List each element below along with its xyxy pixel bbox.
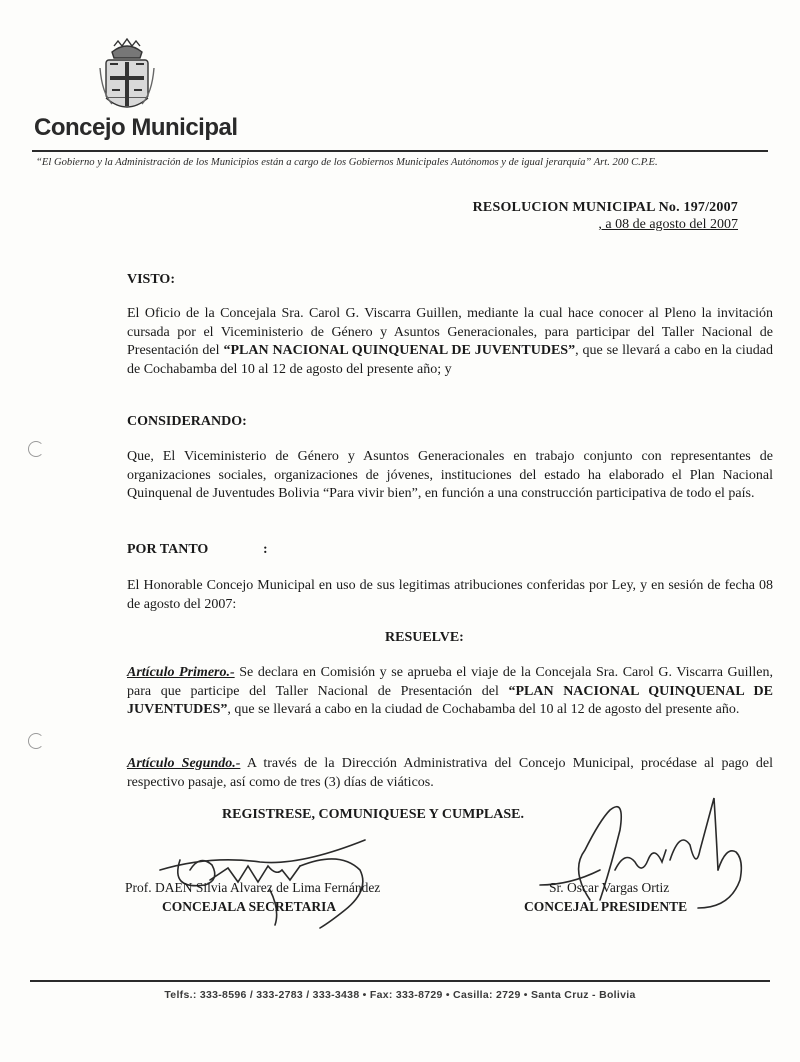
right-signatory-name: Sr. Oscar Vargas Ortiz — [549, 880, 670, 895]
punch-hole-mark — [28, 441, 44, 457]
article-one-text-start: Se declara en Comisión y se aprueba el viaje de la Concejala Sra. Carol G. Viscarra Guillen, para que participe del Taller Nacional de Presentación del — [127, 665, 773, 699]
article-one-plan-title: “PLAN NACIONAL QUINQUENAL DE JUVENTUDES” — [127, 683, 774, 717]
left-signatory-title: CONCEJALA SECRETARIA — [162, 899, 337, 914]
header-divider — [32, 150, 768, 152]
portanto-colon: : — [263, 542, 268, 557]
considerando-paragraph: Que, El Viceministerio de Género y Asuntos Generacionales en trabajo conjunto con representantes de organizaciones sociales, organizaciones de jóvenes, instituciones del estado ha elaborado el Plan Nacional Quinquenal de Juventudes Bolivia “Para vivir bien”, en función a una construcción participativa de todo el país. — [127, 449, 773, 501]
article-two-label: Artículo Segundo.- — [127, 756, 241, 771]
coat-of-arms-logo — [98, 38, 156, 118]
visto-text-start: El Oficio de la Concejala Sra. Carol G. Viscarra Guillen, mediante la cual hace conocer al Pleno la invitación cursada por el Viceministerio de Género y Asuntos Generacionales, para participar del Taller Nacional de Presentación del — [127, 306, 773, 358]
article-one-text-end: , que se llevará a cabo en la ciudad de Cochabamba del 10 al 12 de agosto del presente año. — [227, 702, 740, 717]
visto-paragraph — [127, 305, 773, 379]
visto-heading: VISTO: — [127, 272, 175, 287]
organization-name: Concejo Municipal — [34, 114, 238, 141]
punch-hole-mark — [28, 733, 44, 749]
portanto-paragraph: El Honorable Concejo Municipal en uso de sus legitimas atribuciones conferidas por Ley, y en sesión de fecha 08 de agosto del 2007: — [127, 578, 773, 612]
visto-plan-title: “PLAN NACIONAL QUINQUENAL DE JUVENTUDES” — [223, 343, 576, 358]
resolution-number: RESOLUCION MUNICIPAL No. 197/2007 — [472, 200, 738, 215]
considerando-heading: CONSIDERANDO: — [127, 414, 247, 429]
left-signatory-name: Prof. DAEN Silvia Alvarez de Lima Fernández — [125, 880, 381, 895]
closing-formula: REGISTRESE, COMUNIQUESE Y CUMPLASE. — [222, 807, 524, 822]
article-one-paragraph — [127, 664, 773, 720]
footer-contact: Telfs.: 333-8596 / 333-2783 / 333-3438 • Fax: 333-8729 • Casilla: 2729 • Santa Cruz - Bolivia — [164, 989, 636, 1001]
letterhead-motto: “El Gobierno y la Administración de los Municipios están a cargo de los Gobiernos Municipales Autónomos y de igual jerarquía” Art. 200 C.P.E. — [36, 157, 658, 168]
resolution-date: , a 08 de agosto del 2007 — [598, 217, 738, 232]
article-two-paragraph — [127, 755, 773, 792]
portanto-heading: POR TANTO — [127, 542, 209, 557]
article-two-text: A través de la Dirección Administrativa del Concejo Municipal, procédase al pago del respectivo pasaje, así como de tres (3) días de viáticos. — [127, 756, 773, 790]
right-signatory-title: CONCEJAL PRESIDENTE — [524, 899, 688, 914]
visto-text-end: , que se llevará a cabo en la ciudad de Cochabamba del 10 al 12 de agosto del presente año; y — [127, 343, 773, 377]
article-one-label: Artículo Primero.- — [127, 665, 235, 680]
resuelve-heading: RESUELVE: — [385, 630, 464, 645]
footer-divider — [30, 980, 770, 982]
